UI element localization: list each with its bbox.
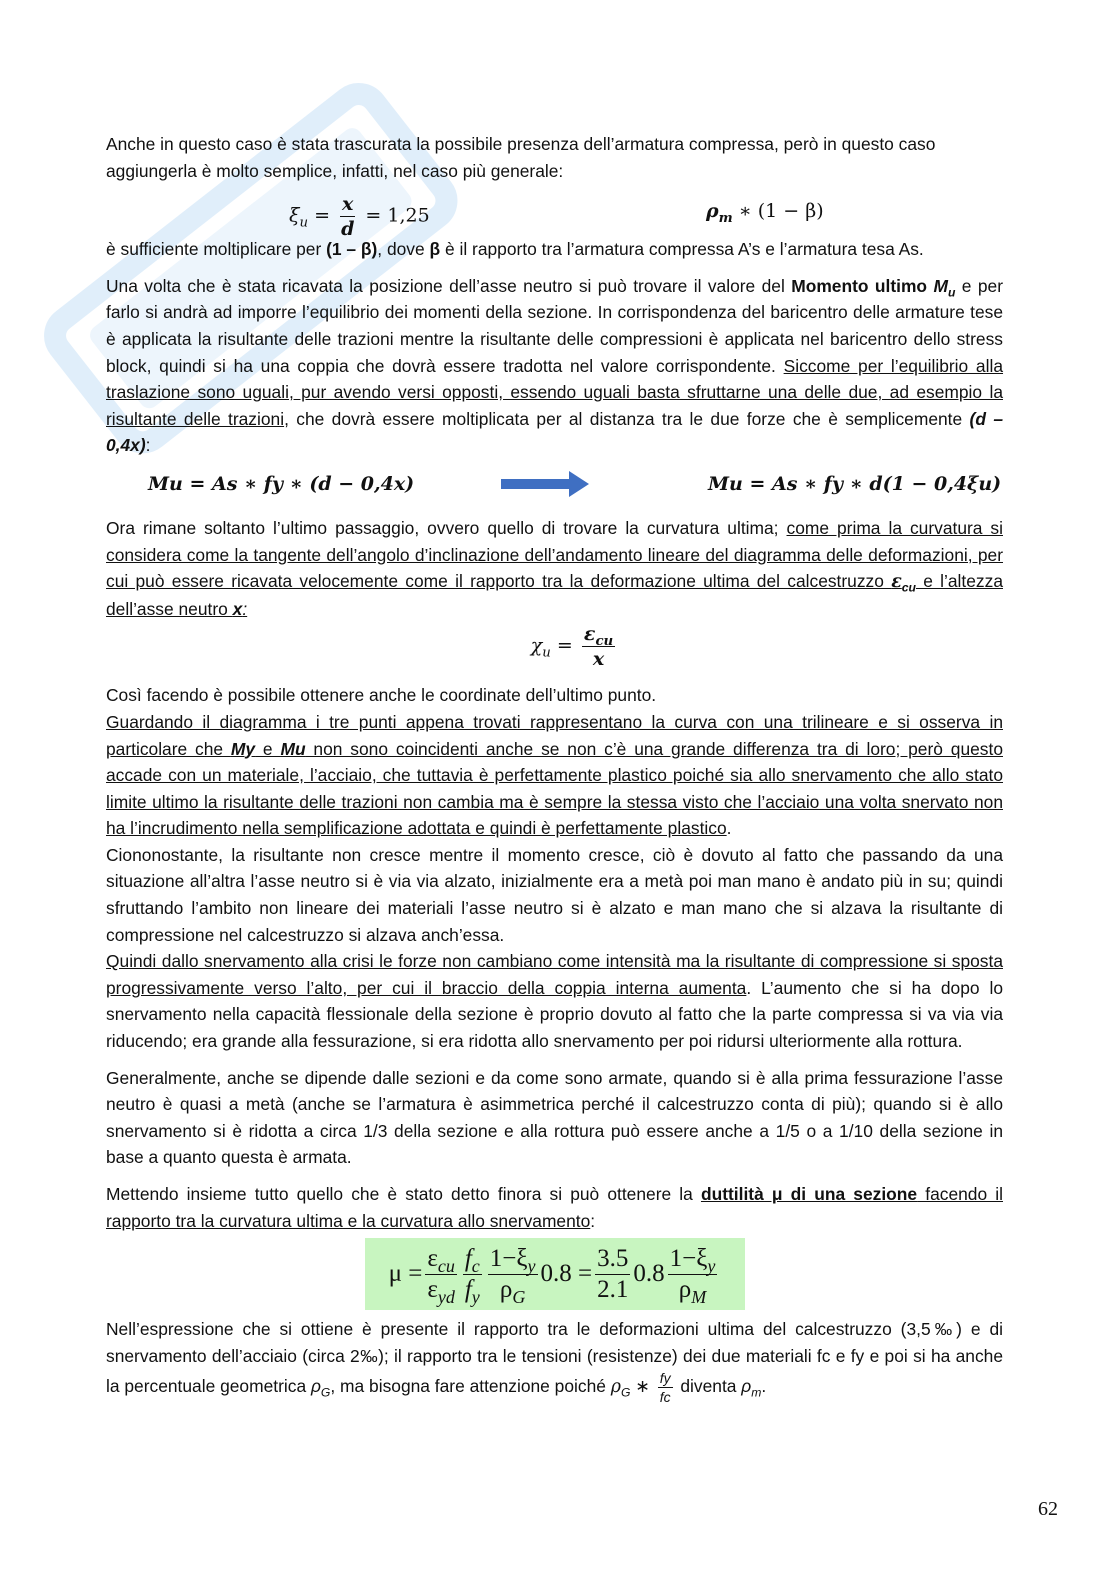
right-arrow-icon xyxy=(501,471,589,497)
paragraph-duttilita: Mettendo insieme tutto quello che è stato detto finora si può ottenere la duttilità μ di una sezione facendo il rapporto tra la curvatura ultima e la curvatura allo snervamento: xyxy=(106,1184,1003,1231)
paragraph-momento-ultimo: Una volta che è stata ricavata la posizione dell’asse neutro si può trovare il valore del Momento ultimo $M_u$ e per farlo si andrà ad imporre l’equilibrio dei momenti della sezione. In corrispondenza del baricentro delle armature tese è applicata la risultante delle trazioni mentre la risultante delle compressioni è applicata nel baricentro dello stress block, quindi si ha una coppia che dovrà essere tradotta nel valore corrispondente. Siccome per l’equilibrio alla traslazione sono uguali, pur avendo versi opposti, essendo uguali basta sfruttarne una delle due, ad esempio la risultante delle trazioni, che dovrà essere moltiplicata per al distanza tra le due forze che è semplicemente (d – 0,4x): xyxy=(106,275,1004,456)
fraction-x-d: $\frac{x}{d}$ xyxy=(341,193,355,241)
paragraph-ciononostante: Ciononostante, la risultante non cresce mentre il momento cresce, ciò è dovuto al fatto che passando da una situazione all’altra l’asse neutro si è via via alzato, inizialmente era a metà poi man mano è andato più in su; quindi sfruttando l’ambito non lineare dei materiali l’asse neutro si è alzato e man mano che si alzava la risultante di compressione nel calcestruzzo si alzava anch’essa. xyxy=(106,844,1003,945)
page-number: 62 xyxy=(1038,1498,1058,1520)
paragraph-coordinate: Così facendo è possibile ottenere anche le coordinate dell’ultimo punto. xyxy=(106,685,657,706)
equation-rho: $\rho_m$ ∗ (1 − β) xyxy=(706,200,824,226)
equation-mu: 𝑴𝒖 = 𝑨𝒔 ∗ 𝒇𝒚 ∗ (𝒅 − 0,4𝒙) 𝑴𝒖 = 𝑨𝒔 ∗ 𝒇𝒚 ∗ 𝒅(1 − 0,4𝝃𝒖) xyxy=(148,472,1002,495)
paragraph-diagramma: Guardando il diagramma i tre punti appena trovati rappresentano la curva con una trilineare e si osserva in particolare che My e Mu non sono coincidenti anche se non c’è una grande differenza tra di loro; però questo accade con un materiale, l’acciaio, che tuttavia è perfettamente plastico poiché sia allo snervamento che allo stato limite ultimo la risultante delle trazioni non cambia ma è sempre la stessa visto che l’acciaio una volta snervato non ha l’incrudimento nella semplificazione adottata e quindi è perfettamente plastico. xyxy=(106,711,1003,839)
page-body xyxy=(106,131,1003,1406)
paragraph-intro: Anche in questo caso è stata trascurata la possibile presenza dell’armatura compressa, però in questo caso aggiungerla è molto semplice, infatti, nel caso più generale: xyxy=(106,134,936,181)
equation-xi: $\xi_u$ = $\frac{x}{d}$ = 1,25 $\rho_m$ ∗ (1 − β) xyxy=(289,193,824,241)
equation-chi: $\chi_u$ = $\frac{\varepsilon_{cu}}{x}$ xyxy=(530,623,614,671)
paragraph-curvatura: Ora rimane soltanto l’ultimo passaggio, ovvero quello di trovare la curvatura ultima; come prima la curvatura si considera come la tangente dell’angolo d’inclinazione dell’andamento lineare del diagramma delle deformazioni, per cui può essere ricavata velocemente come il rapporto tra la deformazione ultima del calcestruzzo $\varepsilon_{cu}$ e l’altezza dell’asse neutro x: xyxy=(106,517,1003,619)
paragraph-espressione: Nell’espressione che si ottiene è presente il rapporto tra le deformazioni ultima del calcestruzzo (3,5‰) e di snervamento dell’acciaio (circa 2‰); il rapporto tra le tensioni (resistenze) dei due materiali fc e fy e poi si ha anche la percentuale geometrica $\rho_G$, ma bisogna fare attenzione poiché $\rho_G$ ∗ $\frac{fy}{fc}$ diventa $\rho_m$. xyxy=(106,1319,1003,1406)
paragraph-beta: è sufficiente moltiplicare per (1 – β), dove β è il rapporto tra l’armatura compressa A’s e l’armatura tesa As. xyxy=(106,239,924,260)
paragraph-snervamento: Quindi dallo snervamento alla crisi le forze non cambiano come intensità ma la risultante di compressione si sposta progressivamente verso l’alto, per cui il braccio della coppia interna aumenta. L’aumento che si ha dopo lo snervamento nella capacità flessionale della sezione è proprio dovuto al fatto che la parte compressa si va via via riducendo; era grande alla fessurazione, si era ridotta allo snervamento per poi ridursi ulteriormente alla rottura. xyxy=(106,951,1003,1052)
paragraph-generalmente: Generalmente, anche se dipende dalle sezioni e da come sono armate, quando si è alla prima fessurazione l’asse neutro è quasi a metà (anche se l’armatura è asimmetrica perché il calcestruzzo conta di più); quando si è allo snervamento si è ridotta a circa 1/3 della sezione e alla rottura può essere anche a 1/5 o a 1/10 della sezione in base a quanto questa è armata. xyxy=(106,1067,1003,1168)
ductility-formula: μ = $\frac{\varepsilon_{cu}}{\varepsilon_{yd}}$ $\frac{f_c}{f_y}$ $\frac{1-\xi_y}{\rho_G}$ 0.8 = $\frac{3.5}{2.1}$ 0.8 $\frac{1-\xi_y}{\rho_M}$ xyxy=(365,1238,745,1310)
